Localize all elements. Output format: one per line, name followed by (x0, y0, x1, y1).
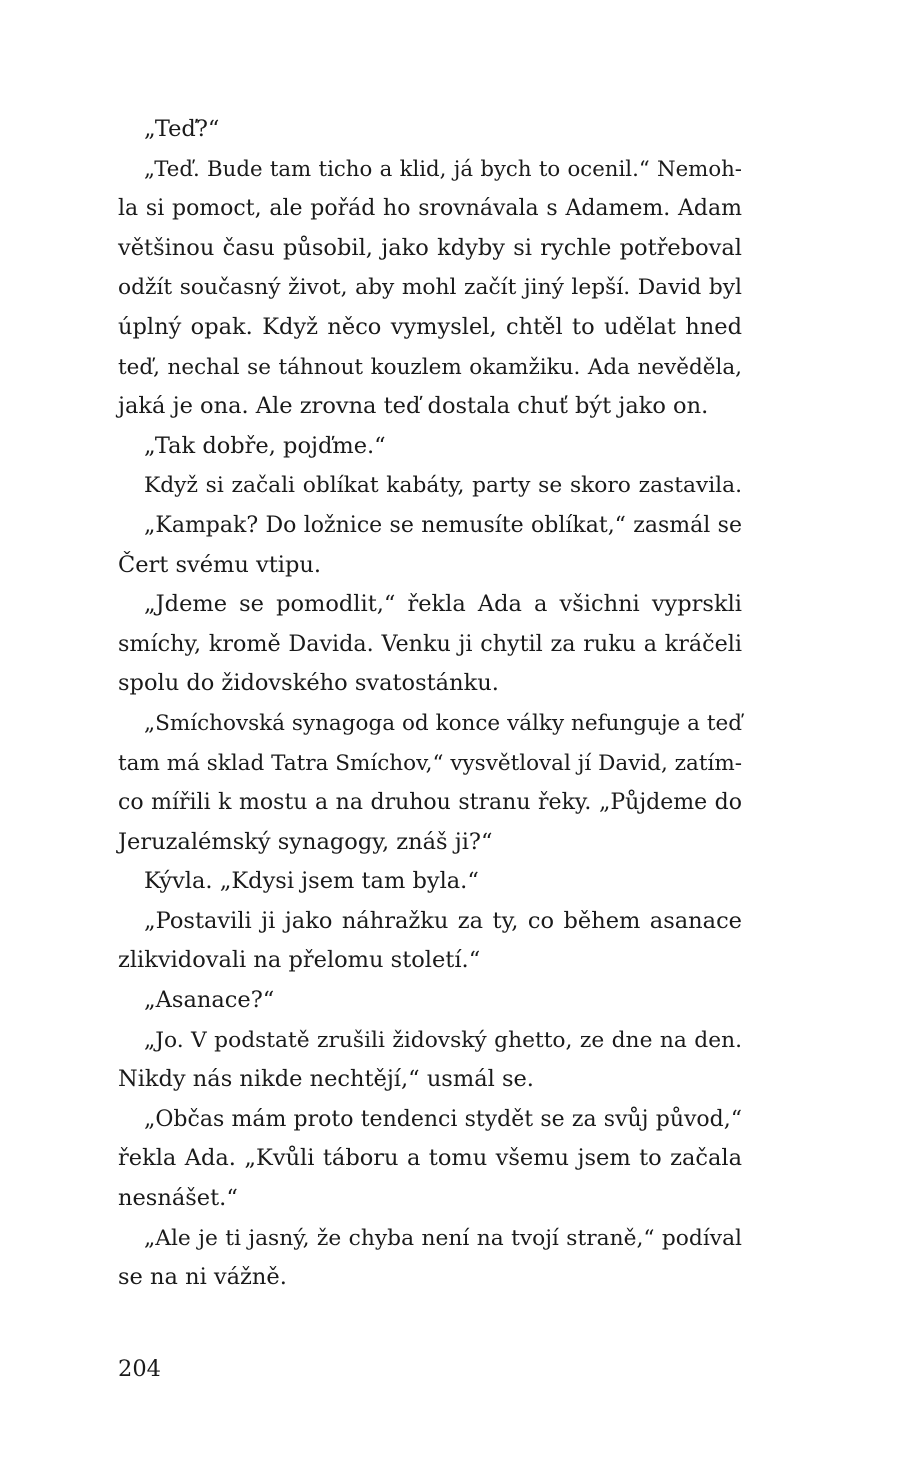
text-line: teď, nechal se táhnout kouzlem okamžiku. Ada nevěděla, (118, 354, 742, 380)
text-line: Kývla. „Kdysi jsem tam byla.“ (144, 868, 479, 895)
text-line: Nikdy nás nikde nechtějí,“ usmál se. (118, 1066, 534, 1093)
text-line: „Kampak? Do ložnice se nemusíte oblíkat,“ zasmál se (144, 512, 742, 538)
text-line: „Postavili ji jako náhražku za ty, co během asanace (144, 907, 742, 934)
text-line: „Jdeme se pomodlit,“ řekla Ada a všichni vyprskli (144, 591, 742, 618)
text-line: Když si začali oblíkat kabáty, party se skoro zastavila. (144, 473, 742, 499)
text-line: „Občas mám proto tendenci stydět se za svůj původ,“ (144, 1106, 742, 1132)
text-line: většinou času působil, jako kdyby si rychle potřeboval (118, 234, 742, 261)
text-line: úplný opak. Když něco vymyslel, chtěl to udělat hned (118, 313, 742, 340)
text-line: zlikvidovali na přelomu století.“ (118, 947, 481, 974)
text-line: „Teď. Bude tam ticho a klid, já bych to ocenil.“ Nemoh- (144, 156, 742, 182)
text-line: odžít současný život, aby mohl začít jiný lepší. David byl (118, 275, 742, 301)
text-line: spolu do židovského svatostánku. (118, 670, 499, 697)
text-line: Jeruzalémský synagogy, znáš ji?“ (118, 828, 493, 855)
text-line: řekla Ada. „Kvůli táboru a tomu všemu jsem to začala (118, 1145, 742, 1172)
page-body (118, 110, 742, 1298)
text-line: „Ale je ti jasný, že chyba není na tvojí straně,“ podíval (144, 1225, 742, 1251)
text-line: „Smíchovská synagoga od konce války nefunguje a teď (144, 710, 742, 736)
text-line: se na ni vážně. (118, 1264, 287, 1291)
text-line: jaká je ona. Ale zrovna teď dostala chuť být jako on. (118, 393, 709, 420)
text-line: la si pomoct, ale pořád ho srovnávala s Adamem. Adam (118, 196, 742, 222)
text-line: smíchy, kromě Davida. Venku ji chytil za ruku a kráčeli (118, 630, 742, 657)
text-line: Čert svému vtipu. (118, 551, 322, 578)
text-line: „Tak dobře, pojďme.“ (144, 432, 386, 459)
text-line: co mířili k mostu a na druhou stranu řeky. „Půjdeme do (118, 790, 742, 816)
text-line: „Asanace?“ (144, 987, 275, 1014)
page-number: 204 (118, 1356, 161, 1382)
text-line: „Teď?“ (144, 116, 220, 142)
text-line: „Jo. V podstatě zrušili židovský ghetto, ze dne na den. (144, 1027, 742, 1053)
text-line: nesnášet.“ (118, 1185, 238, 1212)
text-line: tam má sklad Tatra Smíchov,“ vysvětloval jí David, zatím- (118, 750, 742, 776)
